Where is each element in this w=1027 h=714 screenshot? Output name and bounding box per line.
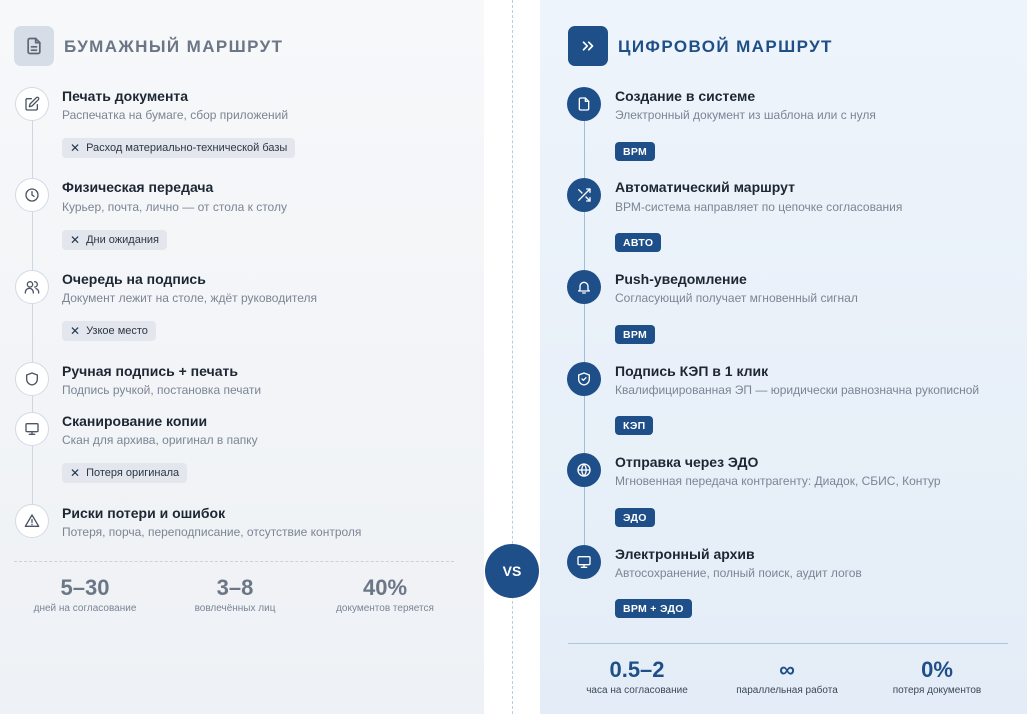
stat-value: ∞ [779,657,795,682]
digital-route-title: ЦИФРОВОЙ МАРШРУТ [618,37,833,56]
digital-step-title: Создание в системе [615,88,756,104]
stat-value: 40% [362,575,408,600]
chevrons-right-icon [568,26,608,66]
shield-icon [15,362,49,396]
digital-step-title: Автоматический маршрут [615,179,795,195]
paper-step-desc: Скан для архива, оригинал в папку [62,433,258,447]
paper-step-title: Очередь на подпись [62,271,206,287]
paper-stat [315,575,455,614]
paper-risk-chip [62,230,167,250]
paper-timeline [32,102,33,522]
paper-risk-chip [62,138,295,158]
monitor-icon [15,412,49,446]
document-icon [14,26,54,66]
users-icon [15,270,49,304]
digital-step-title: Push-уведомление [615,271,747,287]
paper-step-title: Ручная подпись + печать [62,363,238,379]
digital-step-title: Электронный архив [615,546,755,562]
document-icon [567,87,601,121]
digital-badge: АВТО [615,233,661,252]
chip-label: Дни ожидания [86,234,159,246]
stat-label: потеря документов [892,685,982,696]
shield-check-icon [567,362,601,396]
vs-badge: VS [485,544,539,598]
clock-icon [15,178,49,212]
close-icon: ✕ [70,324,81,338]
stat-value: 5–30 [60,575,110,600]
digital-badge: ВРМ + ЭДО [615,599,692,618]
digital-step-title: Отправка через ЭДО [615,454,759,470]
close-icon: ✕ [70,141,81,155]
edit-icon [15,87,49,121]
paper-stat [165,575,305,614]
center-divider [512,0,513,714]
digital-step-desc: Электронный документ из шаблона или с нуля [615,108,876,122]
stat-label: параллельная работа [736,685,838,696]
digital-step-desc: Автосохранение, полный поиск, аудит логов [615,566,862,580]
digital-badge: ВРМ [615,142,655,161]
paper-risk-chip [62,321,156,341]
digital-step-desc: Согласующий получает мгновенный сигнал [615,291,858,305]
digital-step-desc: Мгновенная передача контрагенту: Диадок, СБИС, Контур [615,474,941,488]
chip-label: Узкое место [86,325,148,337]
stat-value: 3–8 [216,575,254,600]
digital-badge: ВРМ [615,325,655,344]
paper-step-title: Физическая передача [62,179,214,195]
stat-label: часа на согласование [586,685,688,696]
digital-badge: ЭДО [615,508,655,527]
stat-label: документов теряется [336,603,434,614]
paper-step-title: Печать документа [62,88,189,104]
paper-stat [15,575,155,614]
paper-route-title: БУМАЖНЫЙ МАРШРУТ [64,37,284,56]
digital-stat [867,657,1007,696]
close-icon: ✕ [70,466,81,480]
paper-step-title: Риски потери и ошибок [62,505,226,521]
paper-step-desc: Документ лежит на столе, ждёт руководителя [62,291,318,305]
paper-risk-chip [62,463,187,483]
paper-step-desc: Подпись ручкой, постановка печати [62,383,262,397]
monitor-icon [567,545,601,579]
stat-label: вовлечённых лиц [194,603,276,614]
digital-stat [717,657,857,696]
paper-stats-separator [14,561,454,562]
paper-step-title: Сканирование копии [62,413,208,429]
stat-value: 0% [921,657,953,682]
digital-timeline [584,104,585,564]
stat-label: дней на согласование [33,603,137,614]
close-icon: ✕ [70,233,81,247]
warning-icon [15,504,49,538]
paper-step-desc: Курьер, почта, лично — от стола к столу [62,200,287,214]
digital-step-title: Подпись КЭП в 1 клик [615,363,769,379]
stat-value: 0.5–2 [609,657,665,682]
bell-icon [567,270,601,304]
digital-step-desc: Квалифицированная ЭП — юридически равнозначна рукописной [615,383,980,397]
digital-step-desc: ВРМ-система направляет по цепочке согласования [615,200,903,214]
chip-label: Потеря оригинала [86,467,180,479]
paper-step-desc: Потеря, порча, переподписание, отсутствие контроля [62,525,362,539]
chip-label: Расход материально-технической базы [86,142,288,154]
shuffle-icon [567,178,601,212]
paper-step-desc: Распечатка на бумаге, сбор приложений [62,108,289,122]
digital-stats-separator [568,643,1008,644]
digital-badge: КЭП [615,416,653,435]
globe-icon [567,453,601,487]
digital-stat [567,657,707,696]
